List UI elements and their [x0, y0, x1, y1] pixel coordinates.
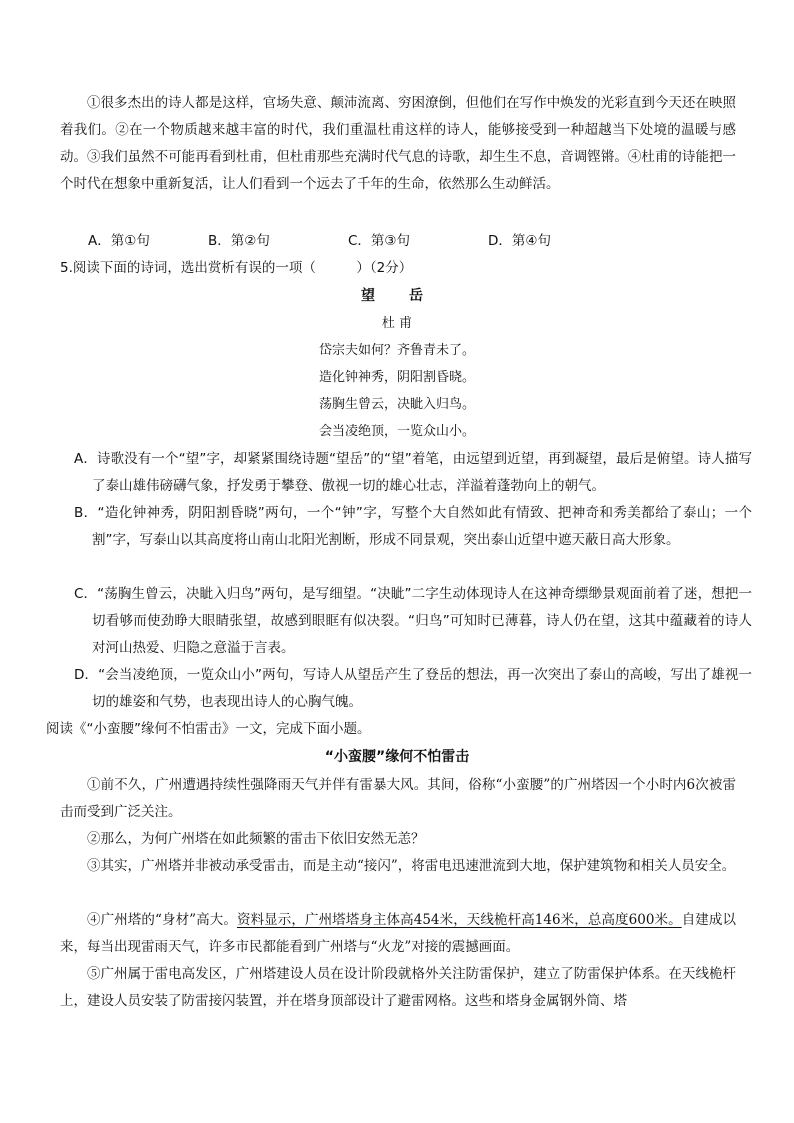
- article-paragraph: ①前不久，广州遭遇持续性强降雨天气并伴有雷暴大风。其间，俗称“小蛮腰”的广州塔因一个小时内6次被雷击而受到广泛关注。: [60, 777, 736, 820]
- paragraph-tail: 自建成以来，每当出现雷雨天气，许多市民都能看到广州塔与“火龙”对接的震撼画面。: [60, 912, 736, 955]
- option-d: D．第④句: [488, 233, 551, 249]
- article-paragraph: [60, 907, 736, 961]
- reading-intro: 阅读《“小蛮腰”缘何不怕雷击》一文，完成下面小题。: [46, 721, 371, 737]
- underlined-sentence: 资料显示，广州塔塔身主体高454米，天线桅杆高146米，总高度600米。: [236, 912, 682, 928]
- answer-option-c: C．“荡胸生曾云，决眦入归鸟”两句，是写细望。“决眦”二字生动体现诗人在这神奇缥缈景观面前着了迷，想把一切看够而使劲睁大眼睛张望，故感到眼眶有似决裂。“归鸟”可知时已薄暮，诗人仍在望，这其中蕴藏着的诗人对河山热爱、归隐之意溢于言表。: [74, 586, 752, 656]
- poem-line: 造化钟神秀，阴阳割昏晓。: [318, 370, 475, 385]
- answer-option-a: A．诗歌没有一个“望”字，却紧紧围绕诗题“望岳”的“望”着笔，由远望到近望，再到凝望，最后是俯望。诗人描写了泰山雄伟磅礴气象，抒发勇于攀登、傲视一切的雄心壮志，洋溢着蓬勃向上的朝气。: [74, 451, 752, 494]
- question-5-stem: 5.阅读下面的诗词，选出赏析有误的一项（ ）（2分）: [60, 260, 413, 276]
- poem-title: 望 岳: [361, 288, 433, 304]
- option-c: C．第③句: [348, 233, 411, 249]
- poem-line: 岱宗夫如何？齐鲁青未了。: [318, 343, 475, 358]
- poem-line: 荡胸生曾云，决眦入归鸟。: [318, 397, 475, 412]
- question-4-options: [88, 228, 708, 255]
- article-paragraph: ⑤广州属于雷电高发区，广州塔建设人员在设计阶段就格外关注防雷保护，建立了防雷保护体系。在天线桅杆上，建设人员安装了防雷接闪装置，并在塔身顶部设计了避雷网格。这些和塔身金属钢外筒、塔: [60, 966, 736, 1009]
- passage-paragraph: ①很多杰出的诗人都是这样，官场失意、颠沛流离、穷困潦倒，但他们在写作中焕发的光彩直到今天还在映照着我们。②在一个物质越来越丰富的时代，我们重温杜甫这样的诗人，能够接受到一种超越当下处境的温暖与感动。③我们虽然不可能再看到杜甫，但杜甫那些充满时代气息的诗歌，却生生不息，音调铿锵。④杜甫的诗能把一个时代在想象中重新复活，让人们看到一个远去了千年的生命，依然那么生动鲜活。: [60, 95, 736, 192]
- article-paragraph: ③其实，广州塔并非被动承受雷击，而是主动“接闪”，将雷电迅速泄流到大地，保护建筑物和相关人员安全。: [87, 858, 736, 874]
- answer-option-d: D．“会当凌绝顶，一览众山小”两句，写诗人从望岳产生了登岳的想法，再一次突出了泰山的高峻，写出了雄视一切的雄姿和气势，也表现出诗人的心胸气魄。: [74, 667, 752, 710]
- article-title: “小蛮腰”缘何不怕雷击: [324, 749, 470, 765]
- poem-line: 会当凌绝顶，一览众山小。: [318, 424, 475, 439]
- answer-option-b: B．“造化钟神秀，阴阳割昏晓”两句，一个“钟”字，写整个大自然如此有情致、把神奇和秀美都给了泰山；一个割”字，写泰山以其高度将山南山北阳光割断，形成不同景观，突出泰山近望中遮天蔽日高大形象。: [74, 505, 752, 548]
- article-paragraph: ②那么，为何广州塔在如此频繁的雷击下依旧安然无恙？: [87, 831, 425, 847]
- option-b: B．第②句: [208, 233, 270, 249]
- poem-author: 杜 甫: [381, 316, 413, 331]
- paragraph-lead: ④广州塔的“身材”高大。: [87, 912, 237, 928]
- option-a: A．第①句: [88, 233, 150, 249]
